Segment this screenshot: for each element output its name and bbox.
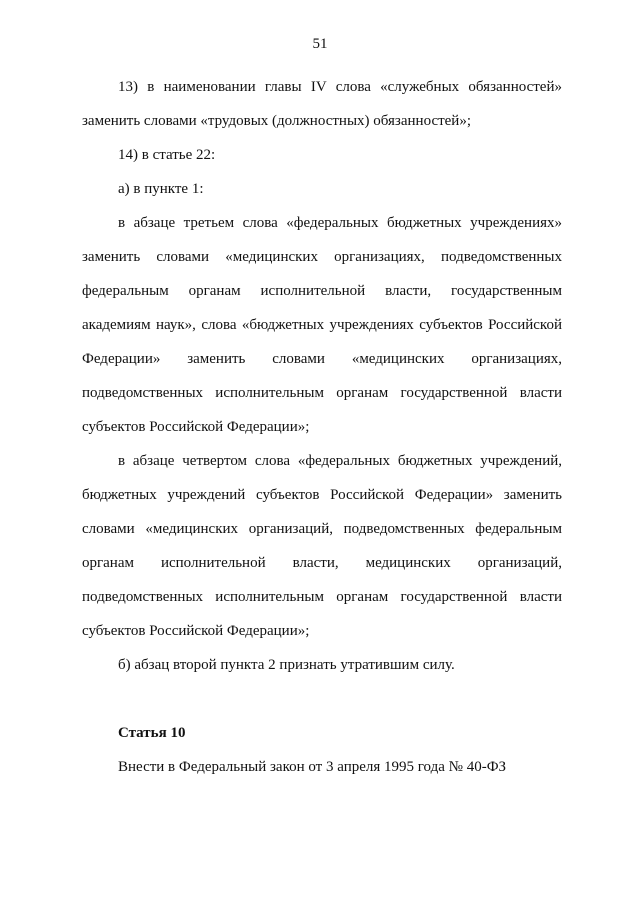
paragraph-fourth-abzac: в абзаце четвертом слова «федеральных бюджетных учреждений, бюджетных учреждений субъектов Российской Федерации» заменить словами «медицинских организаций, подведомственных федеральным органам исполнительной власти, медицинских организаций, подведомственных исполнительным органам государственной власти субъектов Российской Федерации»; — [82, 453, 562, 639]
section-spacer — [82, 682, 562, 716]
paragraph-third-abzac: в абзаце третьем слова «федеральных бюджетных учреждениях» заменить словами «медицинских организациях, подведомственных федеральным органам исполнительной власти, государственным академиям наук», слова «бюджетных учреждениях субъектов Российской Федерации» заменить словами «медицинских организациях, подведомственных исполнительным органам государственной власти субъектов Российской Федерации»; — [82, 215, 562, 435]
page-number: 51 — [312, 36, 328, 52]
document-body — [82, 70, 562, 784]
paragraph-subitem-b: б) абзац второй пункта 2 признать утратившим силу. — [118, 657, 455, 673]
paragraph-item-13: 13) в наименовании главы IV слова «служебных обязанностей» заменить словами «трудовых (должностных) обязанностей»; — [82, 79, 562, 129]
paragraph-item-14: 14) в статье 22: — [118, 147, 216, 163]
article-heading: Статья 10 — [118, 725, 186, 741]
paragraph-subitem-a: а) в пункте 1: — [118, 181, 204, 197]
article-text: Внести в Федеральный закон от 3 апреля 1995 года № 40-ФЗ — [118, 759, 507, 775]
